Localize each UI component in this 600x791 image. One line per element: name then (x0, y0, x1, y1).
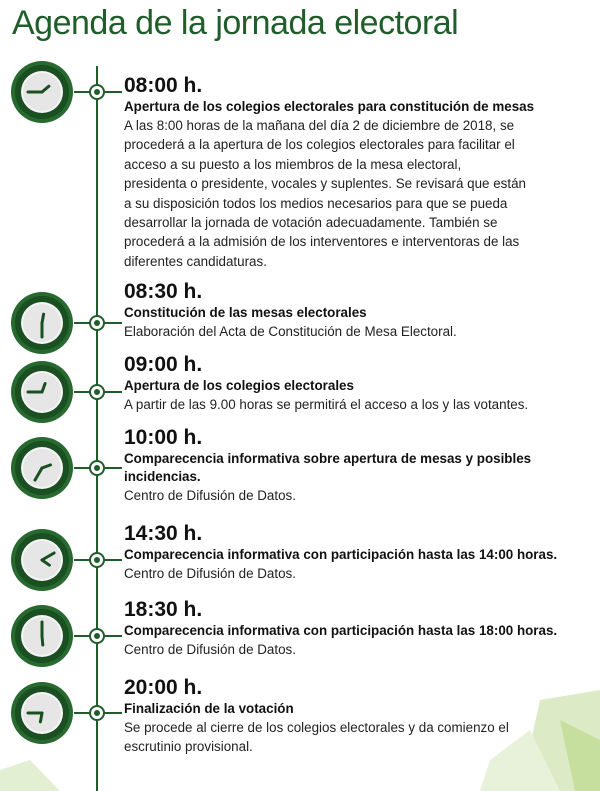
event-content (124, 676, 564, 757)
timeline-node (89, 705, 105, 721)
event-content (124, 426, 564, 505)
event-content (124, 280, 564, 341)
event-time: 18:30 h. (124, 598, 203, 621)
clock-icon (10, 604, 74, 668)
timeline-line (96, 66, 98, 791)
event-content (124, 74, 564, 271)
event-time: 14:30 h. (124, 522, 203, 545)
event-time: 10:00 h. (124, 426, 203, 449)
timeline-node (89, 460, 105, 476)
event-description-line: Se procede al cierre de los colegios electorales y da comienzo el (124, 720, 509, 735)
timeline-node (89, 384, 105, 400)
event-description-line: desarrollar la jornada de votación adecuadamente. También se (124, 215, 498, 231)
timeline-node-line (104, 391, 122, 393)
event-content (124, 353, 564, 414)
timeline-node (89, 628, 105, 644)
event-description-line: acceso a su puesto a los miembros de la mesa electoral, (124, 156, 462, 172)
event-time: 08:30 h. (124, 280, 203, 303)
event-content (124, 598, 564, 659)
clock-icon (10, 436, 74, 500)
event-description-line: Elaboración del Acta de Constitución de Mesa Electoral. (124, 324, 457, 339)
event-description-line: procederá a la apertura de los colegios electorales para facilitar el (124, 137, 515, 153)
event-description-line: presidenta o presidente, vocales y suplentes. Se revisará que están (124, 176, 526, 192)
timeline-node-line (104, 712, 122, 714)
event-heading: Comparecencia informativa con participación hasta las 18:00 horas. (124, 623, 558, 638)
event-description-line: Centro de Difusión de Datos. (124, 642, 296, 657)
timeline-node-line (104, 635, 122, 637)
timeline-node (89, 552, 105, 568)
timeline-node-line (104, 322, 122, 324)
event-description-line: Centro de Difusión de Datos. (124, 488, 296, 503)
timeline-node-line (104, 467, 122, 469)
event-description-line: a su disposición todos los medios necesarios para que se pueda (124, 195, 508, 211)
clock-icon (10, 60, 74, 124)
event-content (124, 522, 564, 583)
event-time: 20:00 h. (124, 676, 203, 699)
event-description-line: diferentes candidaturas. (124, 253, 267, 269)
event-description-line: Centro de Difusión de Datos. (124, 566, 296, 581)
clock-icon (10, 360, 74, 424)
event-heading: Apertura de los colegios electorales para constitución de mesas (124, 99, 535, 114)
clock-icon (10, 681, 74, 745)
event-heading: Finalización de la votación (124, 701, 294, 716)
timeline-node-line (104, 559, 122, 561)
event-heading: Comparecencia informativa sobre apertura de mesas y posibles incidencias. (124, 451, 532, 484)
event-description-line: A las 8:00 horas de la mañana del día 2 de diciembre de 2018, se (124, 118, 515, 133)
event-time: 08:00 h. (124, 74, 203, 97)
timeline-node (89, 84, 105, 100)
event-description-line: procederá a la admisión de los interventores e interventoras de las (124, 234, 520, 250)
clock-icon (10, 528, 74, 592)
timeline-node-line (104, 91, 122, 93)
page-title: Agenda de la jornada electoral (12, 4, 459, 42)
event-heading: Comparecencia informativa con participación hasta las 14:00 horas. (124, 547, 558, 562)
event-heading: Apertura de los colegios electorales (124, 378, 354, 393)
event-heading: Constitución de las mesas electorales (124, 305, 367, 320)
event-time: 09:00 h. (124, 353, 203, 376)
clock-icon (10, 291, 74, 355)
event-description-line: A partir de las 9.00 horas se permitirá el acceso a los y las votantes. (124, 397, 529, 412)
event-description-line: escrutinio provisional. (124, 739, 253, 755)
timeline-node (89, 315, 105, 331)
